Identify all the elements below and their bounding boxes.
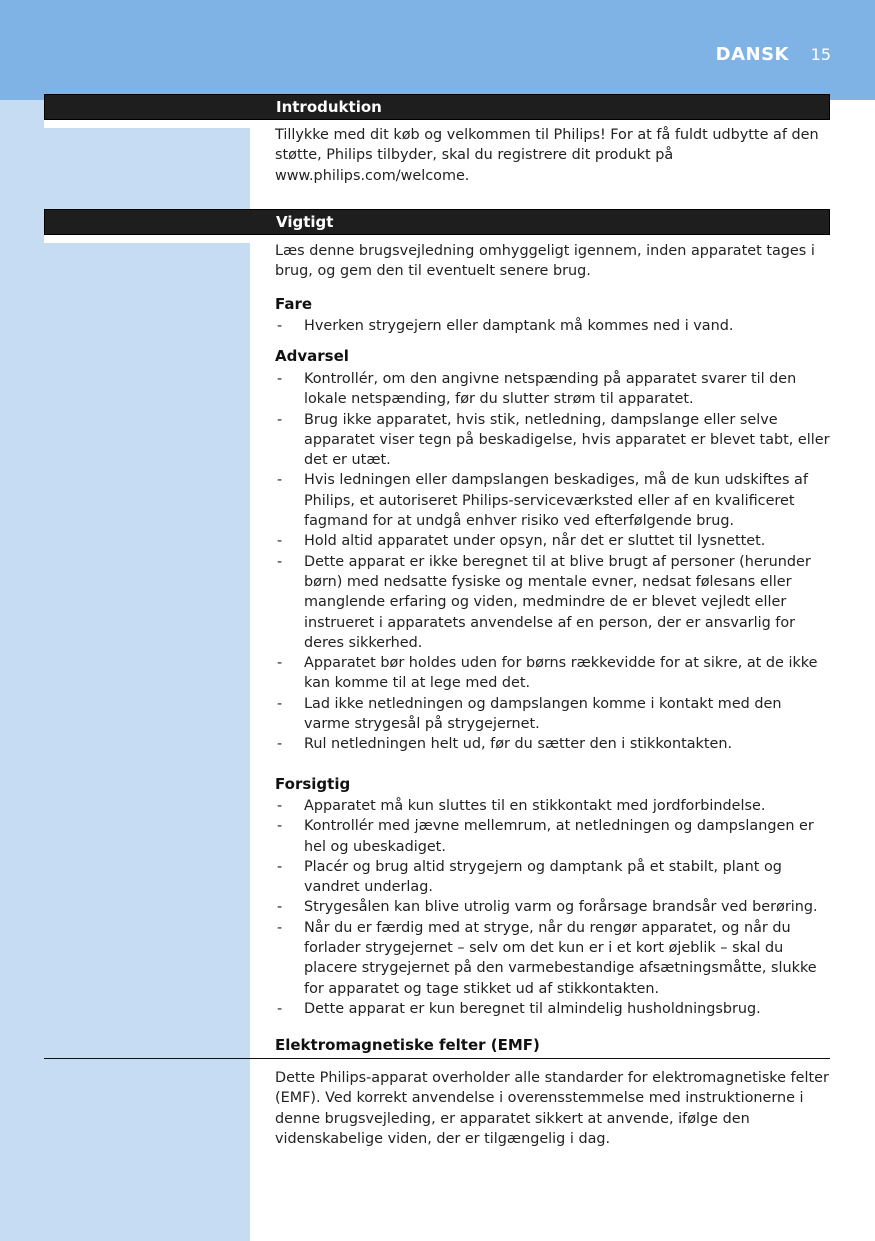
list-item: - Når du er færdig med at stryge, når du rengør apparatet, og når du forlader strygejernet – selv om det kun er i et kort øjeblik – skal du placere strygejernet på den varmebestandige afsætningsmåtte, slukke for apparatet og tage stikket ud af stikkontakten.: [275, 918, 830, 999]
list-item: - Kontrollér med jævne mellemrum, at netledningen og dampslangen er hel og ubeskadiget.: [275, 816, 830, 857]
section-bar-vigtigt: [44, 209, 830, 235]
intro-paragraph: [275, 125, 830, 186]
vigtigt-intro: [275, 241, 830, 282]
emf-paragraph: [275, 1068, 830, 1149]
list-item: - Apparatet bør holdes uden for børns rækkevidde for at sikre, at de ikke kan komme til at lege med det.: [275, 653, 830, 694]
list-item: - Kontrollér, om den angivne netspænding på apparatet svarer til den lokale netspænding, før du slutter strøm til apparatet.: [275, 369, 830, 410]
list-item: - Hverken strygejern eller damptank må kommes ned i vand.: [275, 316, 830, 336]
vigtigt-intro-text: Læs denne brugsvejledning omhyggeligt igennem, inden apparatet tages i brug, og gem den til eventuelt senere brug.: [275, 243, 815, 280]
list-item: - Dette apparat er ikke beregnet til at blive brugt af personer (herunder børn) med nedsatte fysiske og mentale evner, nedsat følesans eller manglende erfaring og viden, medmindre de er blevet vejledt eller instrueret i apparatets anvendelse af en person, der er ansvarlig for deres sikkerhed.: [275, 552, 830, 653]
list-fare: [275, 316, 830, 336]
list-item: - Hold altid apparatet under opsyn, når det er sluttet til lysnettet.: [275, 531, 830, 551]
list-item: - Strygesålen kan blive utrolig varm og forårsage brandsår ved berøring.: [275, 897, 830, 917]
page-number: 15: [810, 45, 831, 64]
heading-forsigtig: Forsigtig: [275, 775, 351, 793]
divider-strip: [44, 235, 250, 243]
divider-strip: [44, 120, 250, 128]
left-margin-column: [0, 100, 250, 1241]
heading-fare: Fare: [275, 295, 313, 313]
list-item: - Hvis ledningen eller dampslangen beskadiges, må de kun udskiftes af Philips, et autoriseret Philips-serviceværksted eller af en kvalificeret fagmand for at undgå enhver risiko ved efterfølgende brug.: [275, 470, 830, 531]
list-item: - Rul netledningen helt ud, før du sætter den i stikkontakten.: [275, 734, 830, 754]
list-advarsel: [275, 369, 830, 755]
heading-advarsel: Advarsel: [275, 347, 349, 365]
intro-text: Tillykke med dit køb og velkommen til Philips! For at få fuldt udbytte af den støtte, Philips tilbyder, skal du registrere dit produkt på www.philips.com/welcome.: [275, 127, 819, 184]
list-item: - Placér og brug altid strygejern og damptank på et stabilt, plant og vandret underlag.: [275, 857, 830, 898]
list-item: - Brug ikke apparatet, hvis stik, netledning, dampslange eller selve apparatet viser tegn på beskadigelse, hvis apparatet er blevet tabt, eller det er utæt.: [275, 410, 830, 471]
emf-text: Dette Philips-apparat overholder alle standarder for elektromagnetiske felter (EMF). Ved korrekt anvendelse i overensstemmelse med instruktionerne i denne brugsvejleding, er apparatet sikkert at anvende, ifølge den videnskabelige viden, der er tilgængelig i dag.: [275, 1070, 829, 1147]
section-title: Introduktion: [276, 98, 382, 116]
section-rule: [44, 1058, 830, 1059]
language-label: DANSK: [715, 44, 789, 65]
section-bar-introduktion: [44, 94, 830, 120]
list-item: - Dette apparat er kun beregnet til almindelig husholdningsbrug.: [275, 999, 830, 1019]
list-item: - Apparatet må kun sluttes til en stikkontakt med jordforbindelse.: [275, 796, 830, 816]
heading-emf: Elektromagnetiske felter (EMF): [275, 1036, 540, 1054]
list-item: - Lad ikke netledningen og dampslangen komme i kontakt med den varme strygesål på strygejernet.: [275, 694, 830, 735]
section-title: Vigtigt: [276, 213, 334, 231]
list-forsigtig: [275, 796, 830, 1019]
